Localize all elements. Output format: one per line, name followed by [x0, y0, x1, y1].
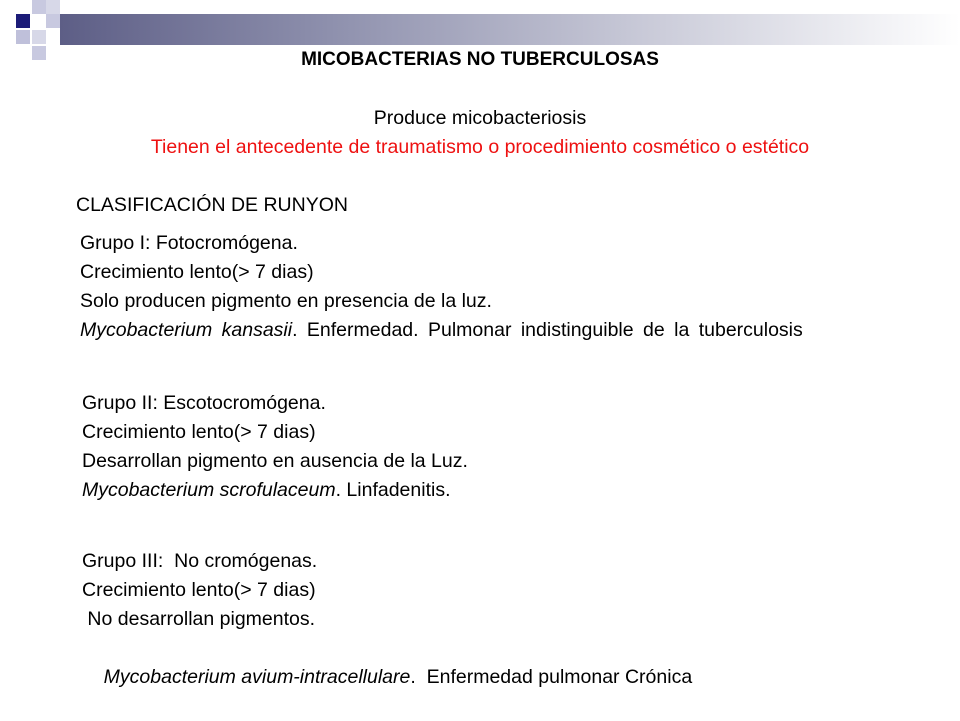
group-name: Grupo II: Escotocromógena.	[82, 392, 326, 414]
group-2	[82, 389, 468, 505]
slide-subtitle: Produce micobacteriosis	[373, 107, 587, 129]
group-species-line	[82, 476, 468, 505]
header-square-light	[46, 14, 60, 28]
slide-title: MICOBACTERIAS NO TUBERCULOSAS	[301, 49, 659, 70]
header-square-navy	[16, 14, 30, 28]
slide-highlight: Tienen el antecedente de traumatismo o procedimiento cosmético o estético	[150, 136, 810, 158]
species-name: Mycobacterium avium-intracellulare	[103, 666, 411, 688]
group-species-line	[80, 316, 803, 345]
group-3	[82, 547, 692, 721]
group-1	[80, 229, 803, 345]
species-name: Mycobacterium kansasii	[80, 319, 293, 341]
group-pigment: Desarrollan pigmento en ausencia de la Luz.	[82, 450, 468, 472]
group-growth: Crecimiento lento(> 7 dias)	[82, 579, 316, 601]
group-species-line	[82, 634, 692, 721]
disease-text: . Linfadenitis.	[335, 479, 451, 501]
disease-text: . Enfermedad. Pulmonar indistinguible de la tuberculosis	[292, 319, 803, 341]
group-pigment: Solo producen pigmento en presencia de la luz.	[80, 290, 492, 312]
group-name: Grupo I: Fotocromógena.	[80, 232, 298, 254]
disease-text: . Enfermedad pulmonar Crónica	[410, 666, 693, 688]
header-square-light	[16, 30, 30, 44]
species-name: Mycobacterium scrofulaceum	[82, 479, 336, 501]
header-square-light	[46, 0, 60, 14]
header-square-light	[32, 0, 46, 14]
header-square-light	[32, 30, 46, 44]
group-growth: Crecimiento lento(> 7 dias)	[80, 261, 314, 283]
section-heading: CLASIFICACIÓN DE RUNYON	[76, 194, 348, 216]
header-gradient-bar	[60, 14, 960, 45]
group-growth: Crecimiento lento(> 7 dias)	[82, 421, 316, 443]
group-pigment: No desarrollan pigmentos.	[82, 608, 316, 630]
group-name: Grupo III: No cromógenas.	[82, 550, 318, 572]
